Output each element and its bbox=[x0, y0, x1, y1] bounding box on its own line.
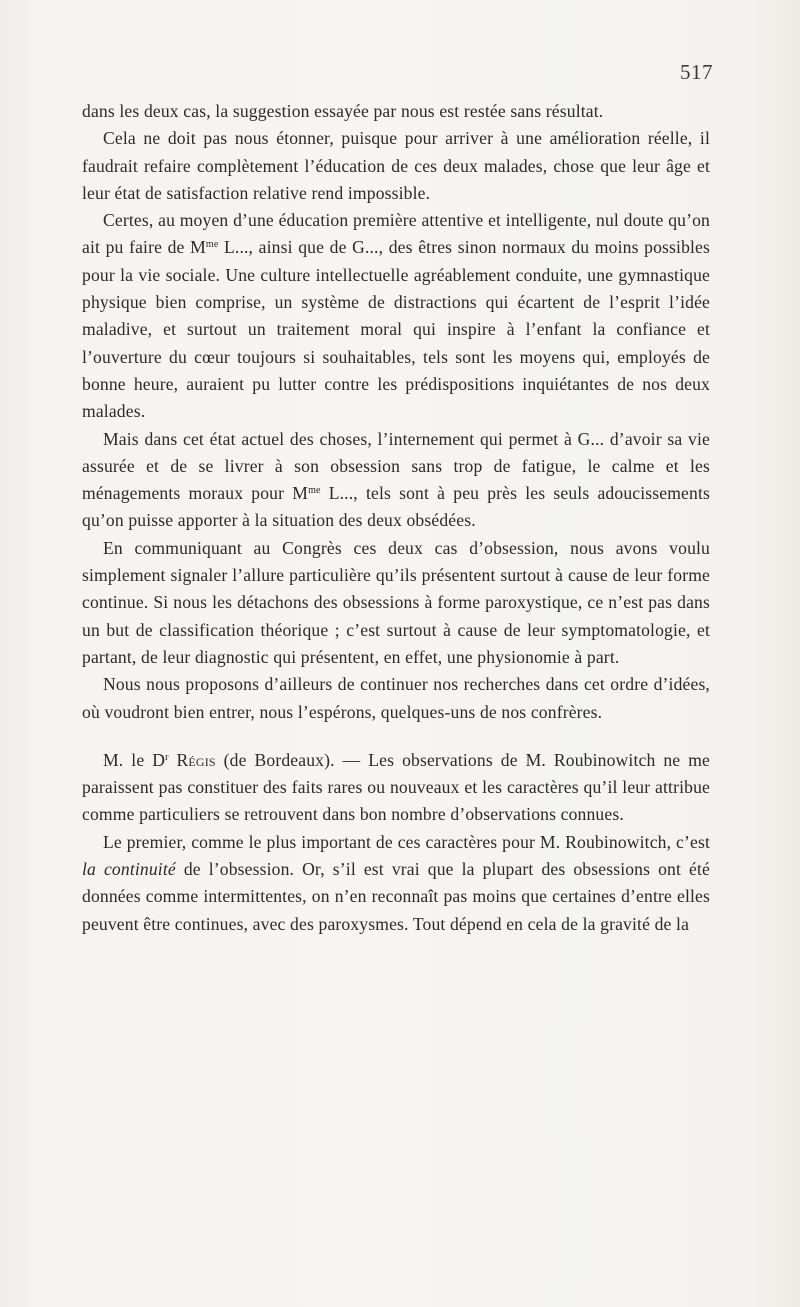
paragraph-4 bbox=[82, 426, 710, 535]
paragraph-3-part-b: L..., ainsi que de G..., des êtres sinon normaux du moins possibles pour la vie sociale. Une culture intellectuelle agréablement conduite, une gymnastique physique bien comprise, un système de distractions qui écartent de l’esprit l’idée maladive, et surtout un traitement moral qui inspire à l’enfant la confiance et l’ouverture du cœur toujours si souhaitables, tels sont les moyens qui, employés de bonne heure, auraient pu lutter contre les prédispositions inquiétantes de nos deux malades. bbox=[82, 237, 711, 422]
paragraph-8-part-a: Le premier, comme le plus important de ces caractères pour M. Roubinowitch, c’est bbox=[103, 831, 710, 852]
superscript-me: me bbox=[308, 485, 321, 497]
paragraph-3 bbox=[82, 207, 710, 425]
superscript-me: me bbox=[205, 239, 219, 251]
speaker-name: Régis bbox=[176, 749, 216, 770]
paragraph-6: Nous nous proposons d’ailleurs de continuer nos recherches dans cet ordre d’idées, où voudront bien entrer, nous l’espérons, quelques-uns de nos confrères. bbox=[82, 674, 710, 722]
page-number: 517 bbox=[680, 60, 713, 84]
paragraph-2: Cela ne doit pas nous étonner, puisque pour arriver à une amélioration réelle, il faudrait refaire complètement l’éducation de ces deux malades, chose que leur âge et leur état de satisfaction relative rend impossible. bbox=[82, 128, 710, 203]
paragraph-8-part-b: de l’obsession. Or, s’il est vrai que la plupart des obsessions ont été données comme intermittentes, on n’en reconnaît pas moins que certaines d’entre elles peuvent être continues, avec des paroxysmes. Tout dépend en cela de la gravité de la bbox=[82, 859, 710, 934]
body-text bbox=[82, 98, 710, 938]
paragraph-7 bbox=[82, 747, 710, 829]
italic-term: la continuité bbox=[82, 859, 176, 880]
paragraph-5: En communiquant au Congrès ces deux cas d’obsession, nous avons voulu simplement signaler l’allure particulière qu’ils présentent surtout à cause de leur forme continue. Si nous les détachons des obsessions à forme paroxystique, ce n’est pas dans un but de classification théorique ; c’est surtout à cause de leur symptomatologie, et partant, de leur diagnostic qui présentent, en effet, une physionomie à part. bbox=[82, 537, 710, 667]
superscript-r: r bbox=[165, 751, 169, 763]
paragraph-3-part-a: Certes, au moyen d’une éducation première attentive et intelligente, nul doute qu’on ait pu faire de M bbox=[82, 210, 710, 258]
paragraph-8 bbox=[82, 829, 710, 938]
paragraph-7-part-a: M. le D bbox=[103, 749, 166, 770]
paragraph-4-part-b: L..., tels sont à peu près les seuls adoucissements qu’on puisse apporter à la situation des deux obsédées. bbox=[82, 483, 710, 531]
paragraph-1: dans les deux cas, la suggestion essayée par nous est restée sans résultat. bbox=[82, 101, 604, 121]
paragraph-4-part-a: Mais dans cet état actuel des choses, l’internement qui permet à G... d’avoir sa vie assurée et de se livrer à son obsession sans trop de fatigue, le calme et les ménagements moraux pour M bbox=[82, 428, 710, 504]
paragraph-7-part-b: (de Bordeaux). — Les observations de M. Roubinowitch ne me paraissent pas constituer des faits rares ou nouveaux et les caractères qu’il leur attribue comme particuliers se retrouvent dans bon nombre d’observations connues. bbox=[82, 749, 710, 825]
